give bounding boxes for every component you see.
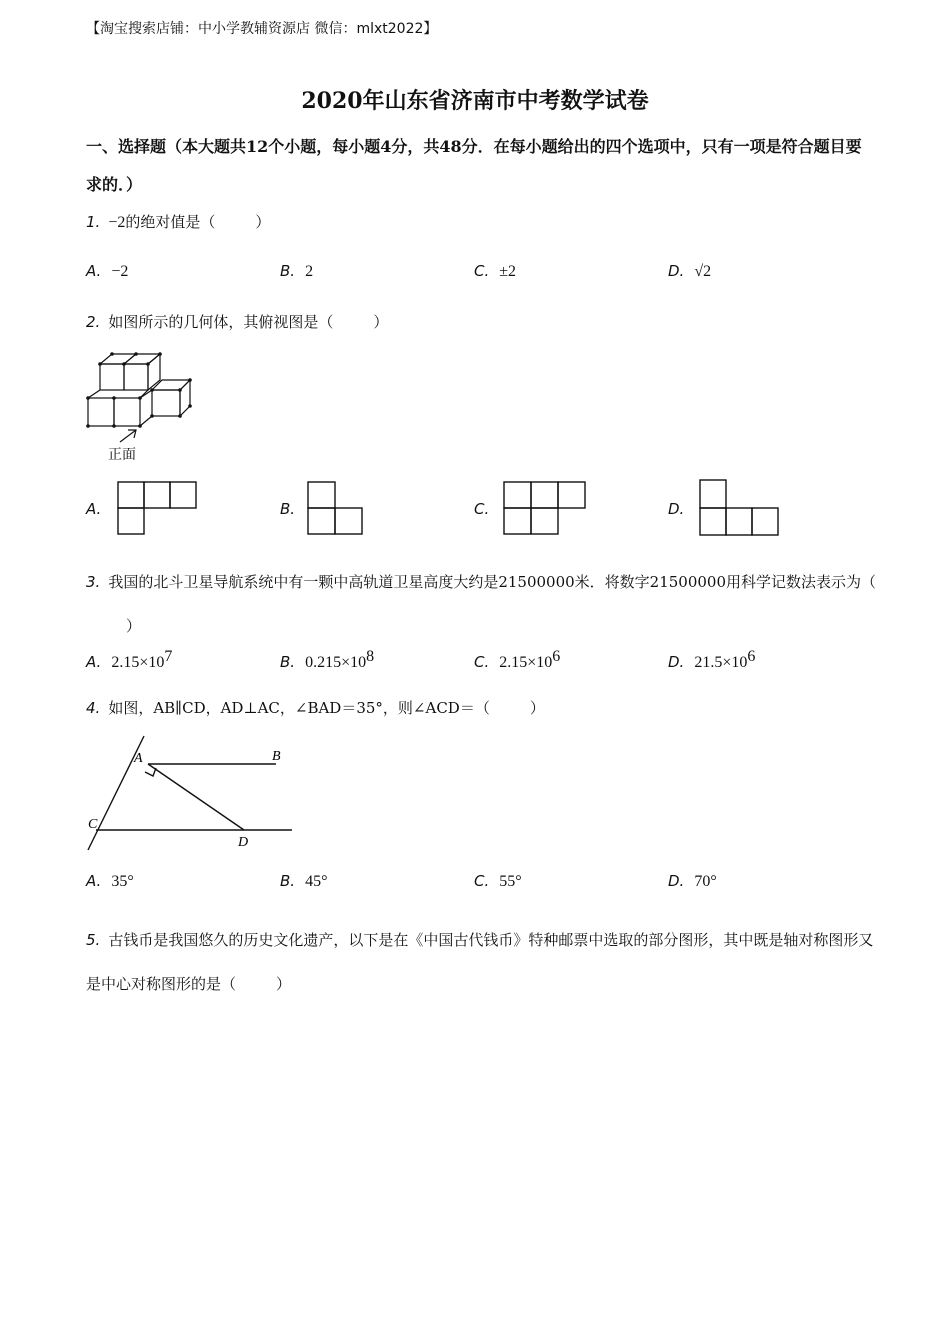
- question-3: [86, 560, 876, 648]
- question-4: [86, 698, 876, 718]
- q3-option-a[interactable]: A. $2.15\times 10^7$: [86, 648, 173, 671]
- label-b: B: [272, 749, 281, 764]
- question-close-paren: ）: [529, 699, 545, 717]
- question-close-paren: ）: [276, 975, 292, 993]
- question-close-paren: ）: [126, 617, 142, 635]
- question-number: 3.: [86, 573, 101, 591]
- question-close-paren: ）: [255, 213, 271, 231]
- question-1: [86, 212, 876, 233]
- q2-option-d[interactable]: D.: [668, 500, 685, 518]
- q2-option-a[interactable]: A.: [86, 500, 102, 518]
- page-title: 2020年山东省济南市中考数学试卷: [301, 88, 649, 114]
- question-text: 的绝对值是（: [125, 213, 216, 231]
- front-label: 正面: [108, 447, 136, 463]
- q1-option-c[interactable]: C. ±2: [474, 262, 517, 280]
- q4-option-d[interactable]: D. 70°: [668, 872, 717, 890]
- q3-option-d[interactable]: D. $21.5\times 10^6$: [668, 648, 756, 671]
- label-a: A: [134, 751, 143, 766]
- q4-option-c[interactable]: C. 55°: [474, 872, 522, 890]
- q1-option-d[interactable]: D. √2: [668, 262, 712, 280]
- question-expression: −2: [108, 214, 126, 231]
- label-d: D: [238, 835, 249, 850]
- question-close-paren: ）: [373, 313, 389, 331]
- question-number: 2.: [86, 313, 101, 331]
- q3-option-c[interactable]: C. $2.15\times 10^6$: [474, 648, 561, 671]
- question-number: 1.: [86, 213, 101, 231]
- q4-option-b[interactable]: B. 45°: [280, 872, 328, 890]
- question-number: 5.: [86, 931, 101, 949]
- label-c: C: [88, 817, 98, 832]
- question-2: [86, 312, 876, 332]
- question-text: 古钱币是我国悠久的历史文化遗产，以下是在《中国古代钱币》特种邮票中选取的部分图形，其中既是轴对称图形又是中心对称图形的是（: [86, 931, 874, 993]
- q2-option-d-view: [698, 478, 784, 538]
- q2-option-a-view: [116, 480, 200, 536]
- q2-option-c-view: [502, 480, 588, 536]
- question-5: [86, 918, 876, 1006]
- q1-option-a[interactable]: A. −2: [86, 262, 129, 280]
- question-number: 4.: [86, 699, 101, 717]
- question-text: 我国的北斗卫星导航系统中有一颗中高轨道卫星高度大约是21500000米．将数字21500000用科学记数法表示为（: [108, 573, 877, 591]
- question-text: 如图所示的几何体，其俯视图是（: [108, 313, 334, 331]
- q3-option-b[interactable]: B. $0.215\times 10^8$: [280, 648, 375, 671]
- q2-option-c[interactable]: C.: [474, 500, 490, 518]
- section-heading: 一、选择题（本大题共12个小题，每小题4分，共48分．在每小题给出的四个选项中，只有一项是符合题目要求的．）: [86, 137, 862, 194]
- question-text: 如图，AB∥CD，AD⊥AC，∠BAD＝35°，则∠ACD＝（: [108, 699, 490, 717]
- q2-solid-figure: [86, 350, 206, 465]
- q2-option-b-view: [306, 480, 366, 536]
- watermark-header: 【淘宝搜索店铺：中小学教辅资源店 微信：mlxt2022】: [86, 21, 438, 37]
- q2-option-b[interactable]: B.: [280, 500, 296, 518]
- q4-option-a[interactable]: A. 35°: [86, 872, 134, 890]
- q4-geometry-figure: [86, 730, 296, 854]
- q1-option-b[interactable]: B. 2: [280, 262, 314, 280]
